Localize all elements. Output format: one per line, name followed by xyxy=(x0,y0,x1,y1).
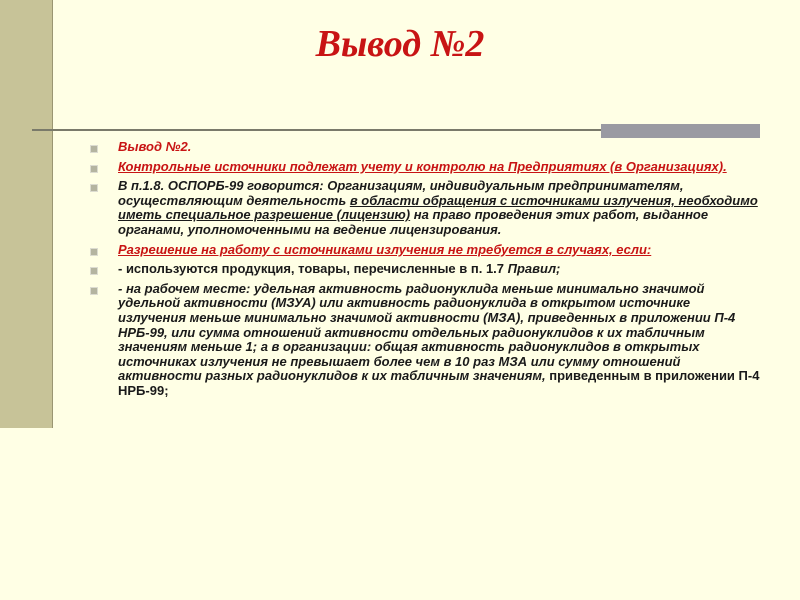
list-item xyxy=(90,160,760,175)
item-text-part: - на рабочем месте: удельная активность радионуклида меньше минимально значимой удельной активности (МЗУА) или активность радионуклида в открытом источнике излучения меньше минимально значимой активности (МЗА), приведенных в приложении П-4 НРБ-99, или сумма отношений активности отдельных радионуклидов к их табличным значениям меньше 1; а в организации: общая активность радионуклидов в открытых источниках излучения не превышает более чем в 10 раз МЗА или сумму отношений активности разных радионуклидов к их табличным значениям, xyxy=(118,280,736,384)
item-text-part: на право проведения этих работ, выданное органами, уполномоченными на ведение лицензирования. xyxy=(118,207,709,237)
slide-title: Вывод №2 xyxy=(315,23,485,65)
bullet-list xyxy=(90,140,760,404)
item-text-part: В п.1.8. ОСПОРБ-99 говорится: Организациям, индивидуальным предпринимателям, осуществляющим деятельность xyxy=(118,178,684,208)
bullet-icon xyxy=(90,248,98,256)
list-item xyxy=(90,262,760,277)
list-item xyxy=(90,140,760,155)
divider-accent-block xyxy=(601,124,760,138)
bullet-icon xyxy=(90,145,98,153)
item-text-part: Правил; xyxy=(507,261,561,277)
list-item xyxy=(90,282,760,399)
bullet-icon xyxy=(90,165,98,173)
list-item xyxy=(90,179,760,237)
bullet-icon xyxy=(90,267,98,275)
item-text-part: приведенным в приложении П-4 НРБ-99; xyxy=(118,368,760,398)
bullet-icon xyxy=(90,184,98,192)
item-text: Контрольные источники подлежат учету и контролю на Предприятиях (в Организациях). xyxy=(118,158,727,174)
item-text: Разрешение на работу с источниками излучения не требуется в случаях, если: xyxy=(118,241,652,257)
item-text: Вывод №2. xyxy=(118,139,192,154)
item-text-underlined: в области обращения с источниками излучения, необходимо иметь специальное разрешение (лицензию) xyxy=(118,192,758,223)
list-item xyxy=(90,243,760,258)
item-text-part: - используются продукция, товары, перечисленные в п. 1.7 xyxy=(118,261,508,277)
bullet-icon xyxy=(90,287,98,295)
